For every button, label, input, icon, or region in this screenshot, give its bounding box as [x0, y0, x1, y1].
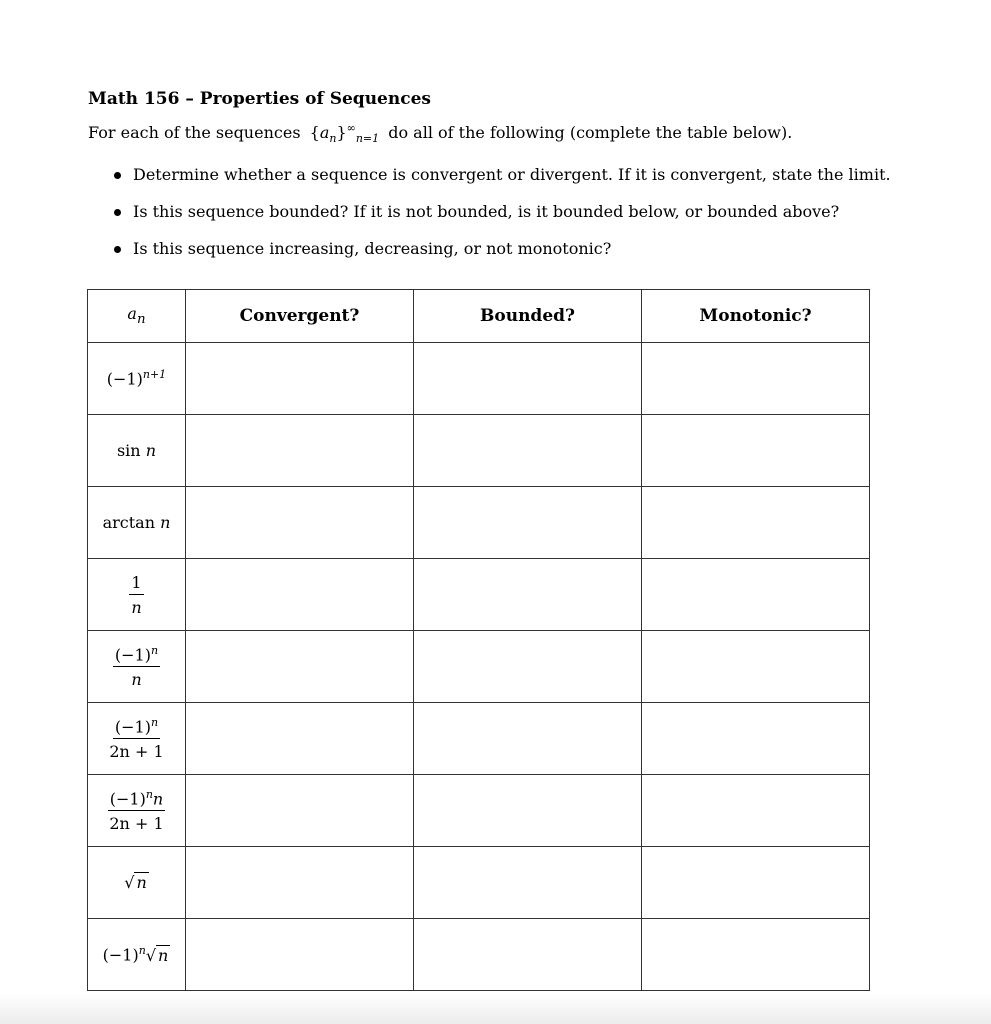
bounded-cell[interactable]: [414, 415, 642, 487]
page-bottom-shade: [0, 994, 991, 1024]
monotonic-cell[interactable]: [642, 343, 870, 415]
sequence-cell: $(-1)^{n+1}$: [88, 343, 186, 415]
bounded-cell[interactable]: [414, 487, 642, 559]
convergent-cell[interactable]: [186, 847, 414, 919]
table-row: [88, 775, 870, 847]
seq-sup: ∞: [346, 121, 356, 135]
sequence-cell: $(-1)^n√$ n: [88, 919, 186, 991]
bounded-cell[interactable]: [414, 559, 642, 631]
sqrt-symbol: √: [124, 873, 135, 892]
table-row: [88, 343, 870, 415]
table-row: [88, 919, 870, 991]
convergent-cell[interactable]: [186, 631, 414, 703]
properties-table: [87, 289, 870, 991]
instruction-item: Is this sequence increasing, decreasing, or not monotonic?: [114, 238, 891, 275]
sequence-cell: arctan n: [88, 487, 186, 559]
instruction-item: Determine whether a sequence is convergent or divergent. If it is convergent, state the limit.: [114, 164, 891, 201]
header-convergent: Convergent?: [186, 290, 414, 343]
monotonic-cell[interactable]: [642, 631, 870, 703]
seq-term-sub: n: [329, 132, 337, 146]
sequence-cell: $\frac{(-1)^n}{n}$: [88, 631, 186, 703]
convergent-cell[interactable]: [186, 343, 414, 415]
sequence-cell: $\frac{1}{n}$: [88, 559, 186, 631]
sequence-cell: $\frac{(-1)^n}{2n + 1}$: [88, 703, 186, 775]
bounded-cell[interactable]: [414, 631, 642, 703]
bounded-cell[interactable]: [414, 703, 642, 775]
monotonic-cell[interactable]: [642, 703, 870, 775]
bounded-cell[interactable]: [414, 847, 642, 919]
monotonic-cell[interactable]: [642, 775, 870, 847]
table-row: [88, 559, 870, 631]
sqrt-symbol: √: [145, 945, 157, 965]
seq-term: a: [319, 123, 330, 142]
table-row: [88, 415, 870, 487]
bounded-cell[interactable]: [414, 775, 642, 847]
bounded-cell[interactable]: [414, 919, 642, 991]
table-header-row: [88, 290, 870, 343]
seq-sub: n=1: [355, 132, 380, 146]
sequence-cell: $\frac{(-1)^nn}{2n + 1}$: [88, 775, 186, 847]
sequence-cell: sin n: [88, 415, 186, 487]
instruction-item: Is this sequence bounded? If it is not bounded, is it bounded below, or bounded above?: [114, 201, 891, 238]
table-row: [88, 487, 870, 559]
convergent-cell[interactable]: [186, 919, 414, 991]
bounded-cell[interactable]: [414, 343, 642, 415]
monotonic-cell[interactable]: [642, 415, 870, 487]
monotonic-cell[interactable]: [642, 487, 870, 559]
convergent-cell[interactable]: [186, 487, 414, 559]
sequence-cell: √ n: [88, 847, 186, 919]
monotonic-cell[interactable]: [642, 847, 870, 919]
monotonic-cell[interactable]: [642, 919, 870, 991]
convergent-cell[interactable]: [186, 775, 414, 847]
table-row: [88, 847, 870, 919]
header-monotonic: Monotonic?: [642, 290, 870, 343]
sequence-notation: $\{a_n\}^\infty_{n=1}$: [309, 121, 380, 146]
header-an: $a_n$: [88, 290, 186, 343]
convergent-cell[interactable]: [186, 559, 414, 631]
instruction-list: [114, 164, 891, 275]
intro-before: For each of the sequences: [88, 123, 301, 142]
intro-after: do all of the following (complete the table below).: [388, 123, 793, 142]
header-bounded: Bounded?: [414, 290, 642, 343]
table-row: [88, 703, 870, 775]
table-row: [88, 631, 870, 703]
page-title: Math 156 – Properties of Sequences: [88, 89, 431, 109]
intro-text: [88, 121, 793, 146]
monotonic-cell[interactable]: [642, 559, 870, 631]
convergent-cell[interactable]: [186, 415, 414, 487]
convergent-cell[interactable]: [186, 703, 414, 775]
